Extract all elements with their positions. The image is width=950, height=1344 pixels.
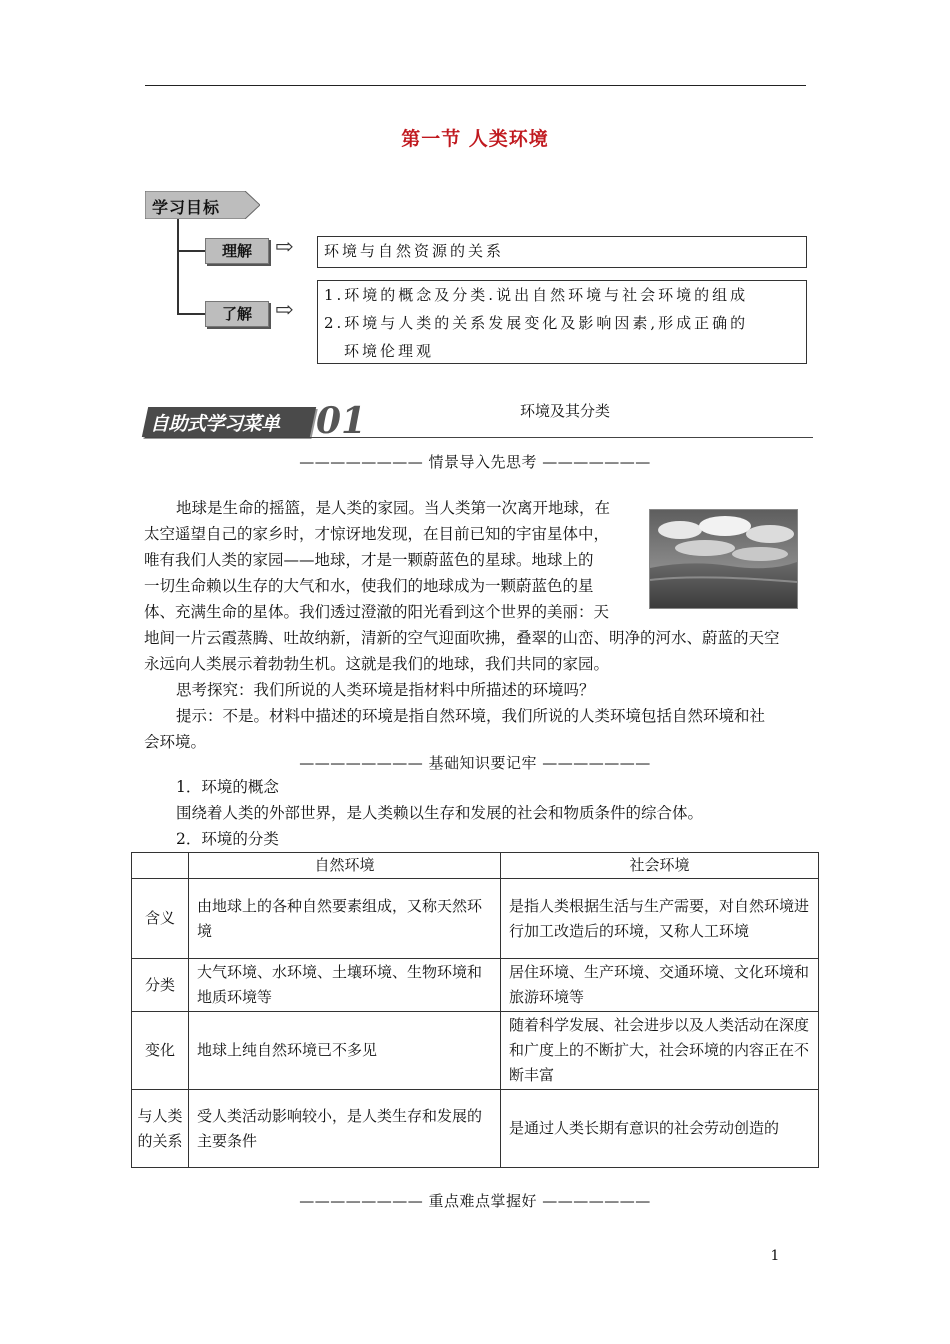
goal-objective-line: 环境伦理观 [344, 342, 435, 360]
tree-connector [177, 219, 179, 315]
concept-heading: 1．环境的概念 [176, 778, 279, 796]
hint-line: 会环境。 [144, 733, 207, 751]
intro-line: 地球是生命的摇篮，是人类的家园。当人类第一次离开地球，在 [176, 499, 611, 517]
goal-objective-line: 2.环境与人类的关系发展变化及影响因素,形成正确的 [324, 314, 749, 332]
social-cell: 居住环境、生产环境、交通环境、文化环境和旅游环境等 [501, 959, 819, 1012]
page-title: 第一节 人类环境 [401, 128, 549, 150]
table-header-row [132, 853, 819, 879]
landscape-photo [649, 509, 798, 609]
menu-banner-number: 01 [316, 400, 367, 442]
hint-line: 提示：不是。材料中描述的环境是指自然环境，我们所说的人类环境包括自然环境和社 [176, 707, 766, 725]
table-row [132, 1090, 819, 1168]
intro-line: 永远向人类展示着勃勃生机。这就是我们的地球，我们共同的家园。 [144, 655, 610, 673]
concept-text: 围绕着人类的外部世界，是人类赖以生存和发展的社会和物质条件的综合体。 [176, 804, 704, 822]
intro-line: 一切生命赖以生存的大气和水，使我们的地球成为一颗蔚蓝色的星 [144, 577, 594, 595]
intro-paragraph [144, 495, 640, 625]
goal-tag-label: 学习目标 [152, 198, 221, 217]
natural-cell: 受人类活动影响较小，是人类生存和发展的主要条件 [189, 1090, 501, 1168]
row-label: 变化 [132, 1012, 189, 1090]
table-header-cell: 社会环境 [501, 853, 819, 879]
row-label: 与人类的关系 [132, 1090, 189, 1168]
row-label: 含义 [132, 879, 189, 959]
section-title: 环境及其分类 [520, 402, 611, 420]
table-header-cell [132, 853, 189, 879]
intro-line: 地间一片云霞蒸腾、吐故纳新，清新的空气迎面吹拂，叠翠的山峦、明净的河水、蔚蓝的天空 [144, 629, 780, 647]
tree-branch-2 [177, 313, 205, 315]
goal-objective-box-2 [317, 280, 807, 364]
menu-banner-label: 自助式学习菜单 [150, 413, 280, 435]
arrow-right-icon: ⇨ [275, 298, 294, 323]
social-cell: 随着科学发展、社会进步以及人类活动在深度和广度上的不断扩大，社会环境的内容正在不断丰富 [501, 1012, 819, 1090]
intro-line: 太空遥望自己的家乡时，才惊讶地发现，在目前已知的宇宙星体中， [144, 525, 610, 543]
classification-table [131, 852, 819, 1168]
top-rule [145, 85, 806, 86]
goal-objective-line: 环境与自然资源的关系 [324, 242, 505, 260]
divider-key: ———————— 重点难点掌握好 ——————— [299, 1192, 651, 1210]
classification-heading: 2．环境的分类 [176, 830, 279, 848]
goal-level-understand: 理解 [205, 238, 269, 264]
basics-section [144, 774, 814, 852]
table-header-cell: 自然环境 [189, 853, 501, 879]
table-row [132, 879, 819, 959]
banner-rule [145, 437, 813, 438]
social-cell: 是指人类根据生活与生产需要，对自然环境进行加工改造后的环境，又称人工环境 [501, 879, 819, 959]
intro-line: 唯有我们人类的家园——地球，才是一颗蔚蓝色的星球。地球上的 [144, 551, 594, 569]
page-number: 1 [770, 1248, 780, 1264]
natural-cell: 由地球上的各种自然要素组成，又称天然环境 [189, 879, 501, 959]
natural-cell: 大气环境、水环境、土壤环境、生物环境和地质环境等 [189, 959, 501, 1012]
tree-branch-1 [177, 250, 205, 252]
divider-intro: ———————— 情景导入先思考 ——————— [299, 453, 651, 471]
goal-level-know: 了解 [205, 301, 269, 327]
table-row [132, 959, 819, 1012]
intro-paragraph-cont [144, 625, 814, 755]
natural-cell: 地球上纯自然环境已不多见 [189, 1012, 501, 1090]
table-row [132, 1012, 819, 1090]
intro-line: 体、充满生命的星体。我们透过澄澈的阳光看到这个世界的美丽：天 [144, 603, 610, 621]
goal-objective-box-1 [317, 236, 807, 268]
social-cell: 是通过人类长期有意识的社会劳动创造的 [501, 1090, 819, 1168]
arrow-right-icon: ⇨ [275, 235, 294, 260]
goal-objective-line: 1.环境的概念及分类.说出自然环境与社会环境的组成 [324, 286, 749, 304]
row-label: 分类 [132, 959, 189, 1012]
question-line: 思考探究：我们所说的人类环境是指材料中所描述的环境吗？ [176, 681, 595, 699]
divider-basics: ———————— 基础知识要记牢 ——————— [299, 754, 651, 772]
